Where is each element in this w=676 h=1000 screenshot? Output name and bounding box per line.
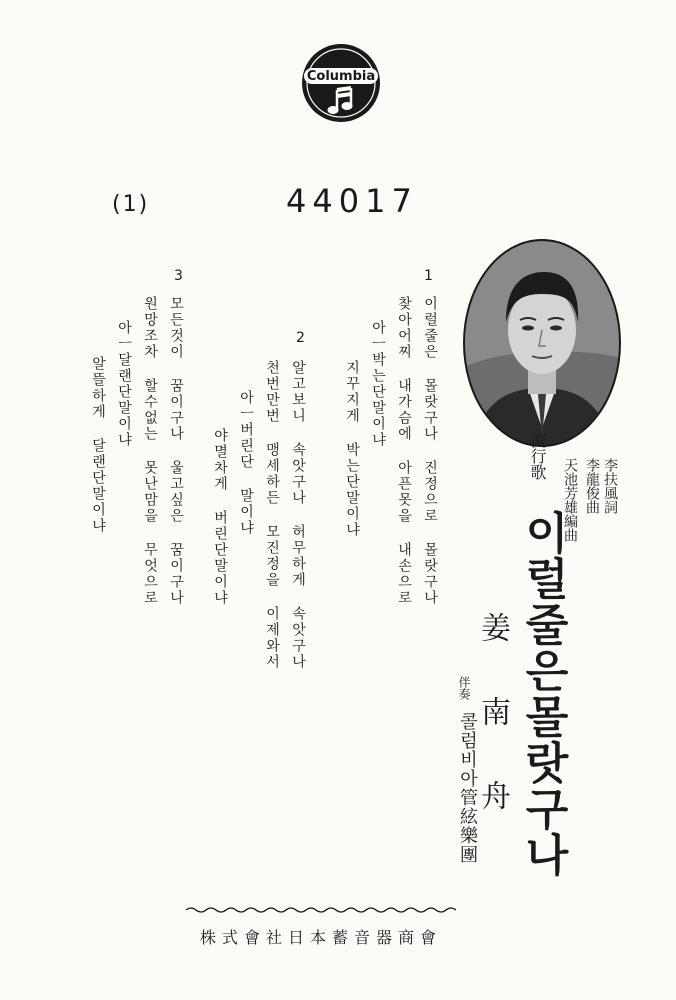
verse-2-number: 2	[296, 330, 305, 346]
logo-text: Columbia	[306, 69, 376, 84]
lyricist-credit: 李扶風詞	[602, 458, 618, 514]
verse-2-line-3: 아ㅡ버린단 말이냐	[238, 390, 254, 536]
arranger-credit: 天池芳雄編曲	[562, 458, 578, 542]
composer-credit: 李龍俊曲	[584, 458, 600, 514]
verse-2-line-4: 야멸차게 버린단말이냐	[212, 428, 228, 606]
verse-3-line-2: 원망조차 할수없는 못난맘을 무엇으로	[142, 296, 158, 606]
verse-2-line-2: 천번만번 맹세하든 모진정을 이제와서	[264, 360, 280, 670]
verse-1-line-2: 찾아어찌 내가슴에 아픈못을 내손으로	[396, 296, 412, 606]
side-number: (1)	[112, 192, 150, 217]
verse-1-line-4: 지꾸지게 박는단말이냐	[344, 360, 360, 538]
verse-1-number: 1	[424, 268, 433, 284]
verse-1-line-3: 아ㅡ박는단말이냐	[370, 320, 386, 448]
accompaniment-name: 콜럼비아管絃樂團	[457, 712, 478, 864]
publisher-name: 株式會社日本蓄音器商會	[199, 928, 442, 947]
singer-portrait	[462, 238, 622, 448]
song-title: 이럴줄은몰랏구나	[517, 510, 568, 878]
divider-line	[186, 905, 456, 915]
verse-3-line-3: 아ㅡ달랜단말이냐	[116, 320, 132, 448]
verse-3-line-1: 모든것이 꿈이구나 울고싶은 꿈이구나	[168, 296, 184, 606]
singer-name: 姜南舟	[475, 612, 510, 864]
genre-label: 流行歌	[528, 432, 547, 480]
catalog-number: 44017	[286, 182, 418, 220]
verse-3-number: 3	[174, 268, 183, 284]
columbia-logo	[300, 42, 382, 124]
verse-1-line-1: 이럴줄은 몰랏구나 진정으로 몰랏구나	[422, 296, 438, 606]
verse-3-line-4: 알뜰하게 달랜단말이냐	[90, 356, 106, 534]
verse-2-line-1: 알고보니 속앗구나 허무하게 속앗구나	[290, 360, 306, 670]
accompaniment-label: 伴奏	[457, 676, 471, 700]
